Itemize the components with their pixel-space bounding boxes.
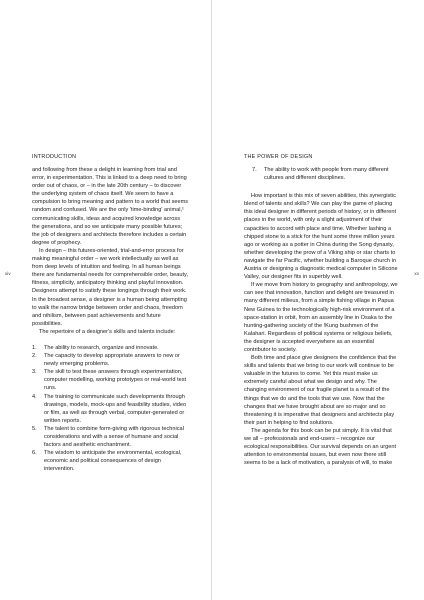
list-text: The wisdom to anticipate the environmental, ecological, economic and political consequences of design intervention. [44,450,182,473]
list-item [32,352,189,368]
list-text: The ability to work with people from many different cultures and different disciplines. [264,167,389,182]
list-item [32,344,189,352]
list-text: The talent to combine form-giving with rigorous technical considerations and with a sense of humane and social factors and aesthetic enchantment. [44,425,184,449]
list-item [32,368,189,392]
list-item [32,393,189,425]
list-item [32,449,189,473]
skills-list-continued [244,166,400,182]
list-item [244,166,400,182]
paragraph: The repertoire of a designer's skills and talents include: [39,328,176,335]
list-text: The skill to test these answers through experimentation, computer modelling, working prototypes or real-world test runs. [44,369,187,392]
right-text-column [244,166,400,467]
list-number: 5. [32,425,37,432]
list-number: 1. [32,344,37,351]
left-text-column [32,166,189,473]
paragraph: How important is this mix of seven abilities, this synergistic blend of talents and skills? We can play the game of placing this ideal designer in different periods of history, or in different places in the world, with only a slight adjustment of their capacities to accord with place and time. Whether lashing a chipped stone to a stick for the hunt some three million years ago or working as a potter in China during the Song dynasty, whether developing the prow of a Viking ship or star charts to navigate the far Pacific, whether building a Baroque church in Austria or designing a diagnostic medical computer in Silicone Valley, our designer fits in superbly well. [244,193,398,281]
paragraph: If we move from history to geography and anthropology, we can see that innovation, function and delight are treasured in many different milieus, from a simple fishing village in Papua New Guinea to the technologically high-risk environment of a space-station in orbit, from an assembly line in Osaka to the hunting-gathering society of the !Kung bushmen of the Kalahari. Regardless of political systems or religious beliefs, the designer is accepted everywhere as an essential contributor to society. [244,282,398,353]
paragraph: and following from these a delight in learning from trial and error, in experimentation. This is linked to a deep need to bring order out of chaos, or – in the late 20th century – to discover the underlying system of chaos itself. We seem to have a compulsion to bring meaning and pattern to a world that seems random and confused. We are the only 'time-binding' animal,¹ communicating skills, ideas and acquired knowledge across the generations, and so we anticipate many possible futures; the job of designers and architects therefore includes a certain degree of prophecy. [32,167,189,246]
running-head-right: THE POWER OF DESIGN [244,154,313,160]
skills-list [32,344,189,474]
spacer [244,182,400,192]
page-number-left: xiv [5,271,11,276]
list-item [32,425,189,449]
paragraph: In design – this futures-oriented, trial-and-error process for making meaningful order – we work intellectually as well as from deep levels of intuition and feeling. In all human beings there are fundamental needs for comprehensible order, beauty, fitness, simplicity, anticipatory thinking and playful innovation. Designers attempt to satisfy these longings through their work. In the broadest sense, a designer is a human being attempting to walk the narrow bridge between order and chaos, freedom and nihilism, between past achievements and future possibilities. [32,247,188,327]
list-number: 7. [252,167,257,173]
list-number: 2. [32,353,37,360]
paragraph: Both time and place give designers the confidence that the skills and talents that we bring to our work will continue to be valuable in the futures to come. Yet this must make us extremely careful about what we design and why. The changing environment of our fragile planet is a result of the things that we do and the tools that we use. Now that the changes that we have brought about are so major and so threatening it is imperative that designers and architects play their part in helping to find solutions. [244,355,397,426]
list-text: The capacity to develop appropriate answers to new or newly emerging problems. [44,353,180,368]
list-text: The ability to research, organize and innovate. [44,344,159,351]
list-text: The training to communicate such developments through drawings, models, mock-ups and feasibility studies, video or film, as well as through verbal, computer-generated or written reports. [44,393,187,424]
page-number-right: xv [414,271,419,276]
list-number: 3. [32,369,37,376]
paragraph: The agenda for this book can be put simply. It is vital that we all – professionals and end-users – recognize our ecological responsibilities. Our survival depends on an urgent attention to environmental issues, but even now there still seems to be a lack of motivation, a paralysis of will, to make [244,427,397,467]
running-head-left: INTRODUCTION [32,154,77,160]
list-number: 6. [32,450,37,457]
right-page [212,0,424,600]
spacer [32,336,189,344]
list-number: 4. [32,393,37,400]
